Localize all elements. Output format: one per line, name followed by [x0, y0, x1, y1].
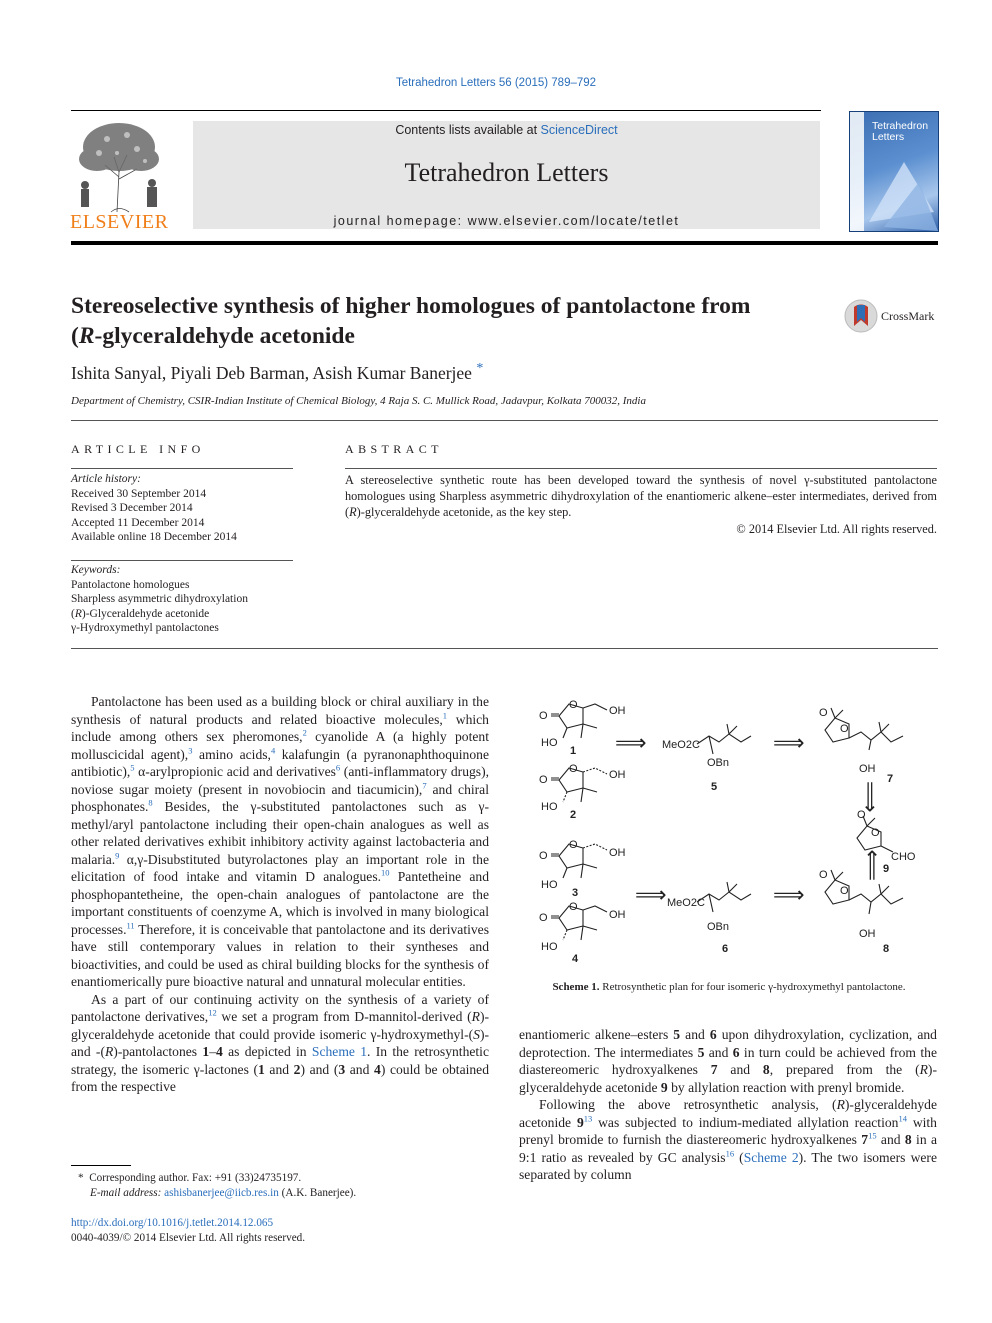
p4-text: was subjected to indium-mediated allylation reaction [592, 1114, 899, 1130]
cover-title-line1: Tetrahedron [872, 120, 929, 132]
scheme-caption-label: Scheme 1. [552, 981, 600, 993]
contents-line [193, 123, 820, 137]
scheme-o: O [539, 850, 548, 862]
compound-4-label: 4 [572, 953, 579, 965]
retro-arrow: ⟹ [773, 882, 805, 907]
scheme-caption-text: Retrosynthetic plan for four isomeric γ-hydroxymethyl pantolactone. [602, 981, 906, 993]
p1-text: amino acids, [192, 746, 271, 762]
abstract-part-a: A stereoselective synthetic route has been developed toward the synthesis of novel γ-substituted pantolactone homologues using Sharpless asymmetric dihydroxylation of the enantiomeric alkene–ester intermediates, derived from ( [345, 473, 937, 520]
p4-text: )-glyceraldehyde acetonide [519, 1097, 937, 1130]
scheme-obn: OBn [707, 757, 730, 769]
keyword-3: (R)-Glyceraldehyde acetonide [71, 607, 210, 620]
abstract-r: R [349, 505, 357, 520]
paragraph-2 [71, 991, 489, 1096]
p3-compound: 5 [673, 1027, 681, 1042]
cover-title [872, 121, 928, 143]
p2-text: as depicted in [222, 1044, 312, 1059]
abstract-text [345, 472, 937, 537]
compound-8-label: 8 [883, 943, 890, 955]
paragraph-4 [519, 1096, 937, 1184]
contents-prefix: Contents lists available at [395, 123, 538, 137]
scheme-cho: CHO [891, 851, 916, 863]
abstract-heading: ABSTRACT [345, 442, 443, 456]
p2-text: ) and ( [300, 1061, 339, 1077]
p4-compound: 8 [904, 1132, 912, 1147]
scheme-caption [519, 981, 939, 993]
crossmark-label: CrossMark [881, 309, 935, 323]
cover-left-strip [850, 112, 864, 231]
history-label: Article history: [71, 473, 141, 485]
email-label: E-mail address: [90, 1187, 162, 1199]
p2-compound: 1 [202, 1044, 210, 1059]
issn-line: 0040-4039/© 2014 Elsevier Ltd. All rights reserved. [71, 1232, 306, 1244]
scheme-oh: OH [859, 928, 876, 940]
ref-9[interactable]: 9 [115, 849, 120, 860]
p3-compound: 7 [710, 1062, 718, 1077]
p2-r: R [471, 1009, 480, 1024]
cover-art-icon [864, 152, 938, 231]
p3-compound: 5 [697, 1044, 705, 1060]
email-link[interactable]: ashisbanerjee@iicb.res.in [164, 1187, 279, 1199]
ref-16[interactable]: 16 [725, 1147, 735, 1158]
title-line-1: Stereoselective synthesis of higher homologues of pantolactone from [71, 293, 751, 319]
compound-1-label: 1 [570, 745, 577, 757]
p2-compound: 4 [215, 1044, 223, 1059]
ref-12[interactable]: 12 [208, 1007, 217, 1018]
footnote-star: * [78, 1172, 84, 1184]
abstract-rule [345, 468, 937, 469]
p2-text: we set a program from [216, 1009, 355, 1024]
scheme-o: O [819, 869, 828, 881]
p1-text: α,γ-Disubstituted butyrolactones play an important role in the elicitation of food intake and vitamin D analogues. [71, 851, 489, 884]
keywords-rule [71, 560, 293, 561]
scheme-o: O [569, 839, 578, 851]
elsevier-wordmark: ELSEVIER [70, 211, 169, 233]
p3-text: enantiomeric alkene–esters [519, 1027, 674, 1042]
retro-arrow: ⟹ [615, 730, 647, 755]
keyword-3-rest: -Glyceraldehyde acetonide [85, 607, 210, 620]
scheme-o: O [539, 774, 548, 786]
scheme-o: O [569, 901, 578, 913]
paragraph-3 [519, 1026, 937, 1096]
journal-title: Tetrahedron Letters [404, 158, 609, 187]
scheme-o: O [871, 827, 880, 839]
cover-title-line2: Letters [872, 131, 905, 143]
p3-text: and [717, 1062, 763, 1077]
body-right-column [519, 1026, 937, 1184]
scheme-o: O [569, 763, 578, 775]
corresponding-footnote [78, 1171, 498, 1201]
footnote-rule [71, 1165, 131, 1166]
ref-3[interactable]: 3 [188, 744, 193, 755]
ref-8[interactable]: 8 [148, 797, 153, 808]
ref-7[interactable]: 7 [422, 779, 427, 790]
crossmark-icon [843, 298, 879, 334]
p4-text: with prenyl bromide to furnish the diastereomeric hydroxyalkenes [519, 1114, 937, 1147]
p2-compound: 3 [338, 1061, 346, 1077]
compound-9-label: 9 [883, 863, 890, 875]
p2-compound: 4 [374, 1061, 381, 1077]
email-after: (A.K. Banerjee). [281, 1187, 357, 1199]
p2-text: . In the retrosynthetic strategy, the isomeric γ-lactones ( [71, 1044, 489, 1077]
title-line-2: (R-glyceraldehyde acetonide [71, 323, 355, 349]
scheme-ho: HO [541, 737, 558, 749]
scheme-1-link[interactable]: Scheme 1 [311, 1044, 368, 1059]
p4-r: R [836, 1097, 845, 1112]
scheme-o: O [539, 710, 548, 722]
p2-compound: 1 [258, 1061, 265, 1077]
journal-banner [193, 121, 820, 229]
title-r: R [78, 323, 95, 349]
ref-15[interactable]: 15 [868, 1130, 877, 1141]
doi-link[interactable]: http://dx.doi.org/10.1016/j.tetlet.2014.12.065 [71, 1217, 274, 1229]
article-info-rule [71, 468, 293, 469]
scheme-meo2c: MeO2C [667, 897, 705, 909]
p3-text: , prepared from the ( [769, 1062, 920, 1077]
p3-compound: 6 [709, 1027, 717, 1042]
header-bottom-rule [71, 241, 938, 245]
ref-4[interactable]: 4 [270, 744, 276, 755]
p3-text: and [704, 1044, 733, 1060]
p4-text: ( [734, 1149, 744, 1165]
p2-text: ) could be obtained from the respective [71, 1061, 490, 1094]
received-date: Received 30 September 2014 [71, 487, 207, 500]
affiliation: Department of Chemistry, CSIR-Indian Institute of Chemical Biology, 4 Raja S. C. Mullick Road, Jadavpur, Kolkata 700032, India [71, 395, 646, 407]
p2-text: and [345, 1061, 375, 1077]
p2-text: As a part of our continuing activity on the synthesis of a variety of pantolactone derivatives, [71, 991, 489, 1024]
paragraph-1 [71, 693, 489, 991]
front-matter-bottom-rule [71, 648, 938, 649]
p3-compound: 9 [660, 1079, 668, 1095]
scheme-oh: OH [609, 909, 626, 921]
ref-11[interactable]: 11 [126, 919, 135, 930]
ref-1[interactable]: 1 [442, 709, 448, 720]
p3-text: upon dihydroxylation, cyclization, and deprotection. The intermediates [519, 1027, 937, 1060]
scheme-ho: HO [541, 801, 558, 813]
scheme-oh: OH [609, 769, 626, 781]
compound-6-label: 6 [722, 943, 729, 955]
scheme-oh: OH [609, 847, 626, 859]
author-list [71, 363, 483, 384]
scheme-o: O [840, 885, 849, 897]
scheme-obn: OBn [707, 921, 730, 933]
p2-text: )-glyceraldehyde acetonide that could provide isomeric γ-hydroxymethyl-( [71, 1009, 489, 1042]
keyword-1: Pantolactone homologues [71, 578, 190, 591]
ref-14[interactable]: 14 [898, 1112, 907, 1123]
p1-text: (anti-inflammatory drugs), noviose sugar moiety (present in novobiocin and tiacumicin), [71, 764, 490, 797]
p3-compound: 8 [762, 1062, 770, 1077]
p2-compound: 2 [293, 1061, 301, 1077]
ref-10[interactable]: 10 [381, 867, 390, 878]
scheme-oh: OH [609, 705, 626, 717]
authors-text: Ishita Sanyal, Piyali Deb Barman, Asish Kumar Banerjee [71, 363, 472, 383]
p2-text: and [264, 1061, 294, 1077]
email-line [78, 1186, 498, 1201]
p1-text: Pantetheine and phosphopantetheine, the open-chain analogues of pantolactone are the important constituents of coenzyme A, which is involved in many biological processes. [71, 869, 489, 937]
compound-7-label: 7 [887, 773, 894, 785]
p2-text: – [209, 1044, 216, 1059]
scheme-1-graphic [519, 690, 939, 980]
online-date: Available online 18 December 2014 [71, 531, 237, 544]
title-rest: -glyceraldehyde acetonide [94, 323, 355, 349]
scheme-o: O [819, 707, 828, 719]
p1-text: Besides, the γ-substituted pantolactones such as γ-methyl/aryl pantolactone including their open-chain analogues as well as other related derivatives exhibit inhibitory activity against lactobacteria and malaria. [71, 799, 489, 867]
compound-5-label: 5 [711, 781, 718, 793]
retro-arrow-up: ⟹ [859, 849, 884, 881]
p2-text: )-pantolactones [113, 1044, 203, 1059]
p2-s: S [473, 1026, 480, 1042]
crossmark-badge[interactable] [843, 298, 943, 334]
p3-text: in turn could be achieved from the diastereomeric hydroxyalkenes [519, 1044, 937, 1077]
p4-compound: 9 [576, 1114, 584, 1130]
scheme-o: O [569, 699, 578, 711]
ref-6[interactable]: 6 [335, 762, 341, 773]
keyword-4: γ-Hydroxymethyl pantolactones [71, 622, 219, 635]
journal-homepage[interactable]: journal homepage: www.elsevier.com/locate/tetlet [333, 214, 680, 228]
journal-reference[interactable]: Tetrahedron Letters 56 (2015) 789–792 [395, 77, 597, 89]
p4-text: and [876, 1132, 905, 1147]
p1-text: Therefore, it is conceivable that pantolactone and its derivatives have still contemporary values in relation to their syntheses and bioactivities, and could be used as chiral building blocks for the synthesis of enantiomerically pure bioactive natural and unnatural molecular entities. [71, 921, 489, 989]
ref-2[interactable]: 2 [302, 727, 307, 738]
p3-compound: 6 [732, 1044, 740, 1060]
p1-text: Pantolactone has been used as a building block or chiral auxiliary in the synthesis of natural products and related bioactive molecules, [71, 694, 489, 727]
corresponding-author-mark[interactable]: * [476, 361, 484, 377]
abstract-copyright: © 2014 Elsevier Ltd. All rights reserved. [736, 521, 937, 536]
p1-text: α-arylpropionic acid and derivatives [134, 764, 336, 779]
revised-date: Revised 3 December 2014 [71, 502, 193, 515]
p3-r: R [919, 1062, 928, 1077]
ref-5[interactable]: 5 [130, 762, 135, 773]
scheme-ho: HO [541, 941, 558, 953]
p1-text: kalafungin (a pyranonaphthoquinone antibiotic), [71, 746, 489, 779]
retro-arrow-down: ⟹ [858, 781, 883, 813]
p2-text: )- and -( [71, 1026, 489, 1059]
corresponding-line [78, 1171, 498, 1186]
elsevier-logo [67, 117, 175, 235]
p4-text: Following the above retrosynthetic analysis, ( [539, 1097, 837, 1112]
keyword-3-r: R [74, 607, 82, 620]
accepted-date: Accepted 11 December 2014 [71, 516, 205, 529]
scheme-o: O [857, 809, 866, 821]
scheme-o: O [840, 723, 849, 735]
corresponding-text: Corresponding author. Fax: +91 (33)24735197. [89, 1172, 302, 1184]
scheme-ho: HO [541, 879, 558, 891]
p2-d: D [354, 1009, 365, 1024]
abstract-part-b: )-glyceraldehyde acetonide, as the key step. [356, 505, 572, 520]
keyword-2: Sharpless asymmetric dihydroxylation [71, 593, 248, 606]
p3-text: and [680, 1027, 710, 1042]
p1-text: which include among others sex pheromones, [71, 711, 489, 744]
scheme-o: O [539, 912, 548, 924]
retro-arrow: ⟹ [773, 730, 805, 755]
sciencedirect-link[interactable]: ScienceDirect [540, 123, 618, 137]
elsevier-tree-icon [67, 117, 175, 217]
doi-block [71, 1216, 491, 1246]
compound-2-label: 2 [570, 809, 577, 821]
journal-cover-thumbnail[interactable] [849, 111, 939, 232]
p1-text: cyanolide A (a highly potent molluscicidal agent), [71, 729, 489, 762]
compound-3-label: 3 [572, 887, 579, 899]
p1-text: and chiral phosphonates. [71, 781, 489, 814]
body-left-column [71, 693, 489, 1096]
p2-text: -mannitol-derived ( [364, 1009, 472, 1024]
keywords-label: Keywords: [71, 564, 121, 576]
p4-text: in a 9:1 ratio as revealed by GC analysis [519, 1132, 937, 1165]
header-top-rule [71, 110, 821, 111]
scheme-2-link[interactable]: Scheme 2 [743, 1149, 799, 1165]
p4-text: ). The two isomers were separated by column [519, 1149, 937, 1182]
p2-r: R [104, 1044, 114, 1059]
article-history [71, 472, 293, 545]
p3-text: by allylation reaction with prenyl bromide. [667, 1079, 905, 1095]
scheme-oh: OH [859, 763, 876, 775]
article-info-heading: ARTICLE INFO [71, 442, 205, 456]
article-title [71, 291, 831, 351]
retro-arrow: ⟹ [635, 882, 667, 907]
p3-text: )-glyceraldehyde acetonide [519, 1062, 937, 1095]
p4-compound: 7 [861, 1132, 869, 1147]
ref-13[interactable]: 13 [583, 1112, 593, 1123]
affiliation-rule [71, 420, 938, 421]
keywords [71, 563, 301, 636]
scheme-meo2c: MeO2C [662, 739, 700, 751]
